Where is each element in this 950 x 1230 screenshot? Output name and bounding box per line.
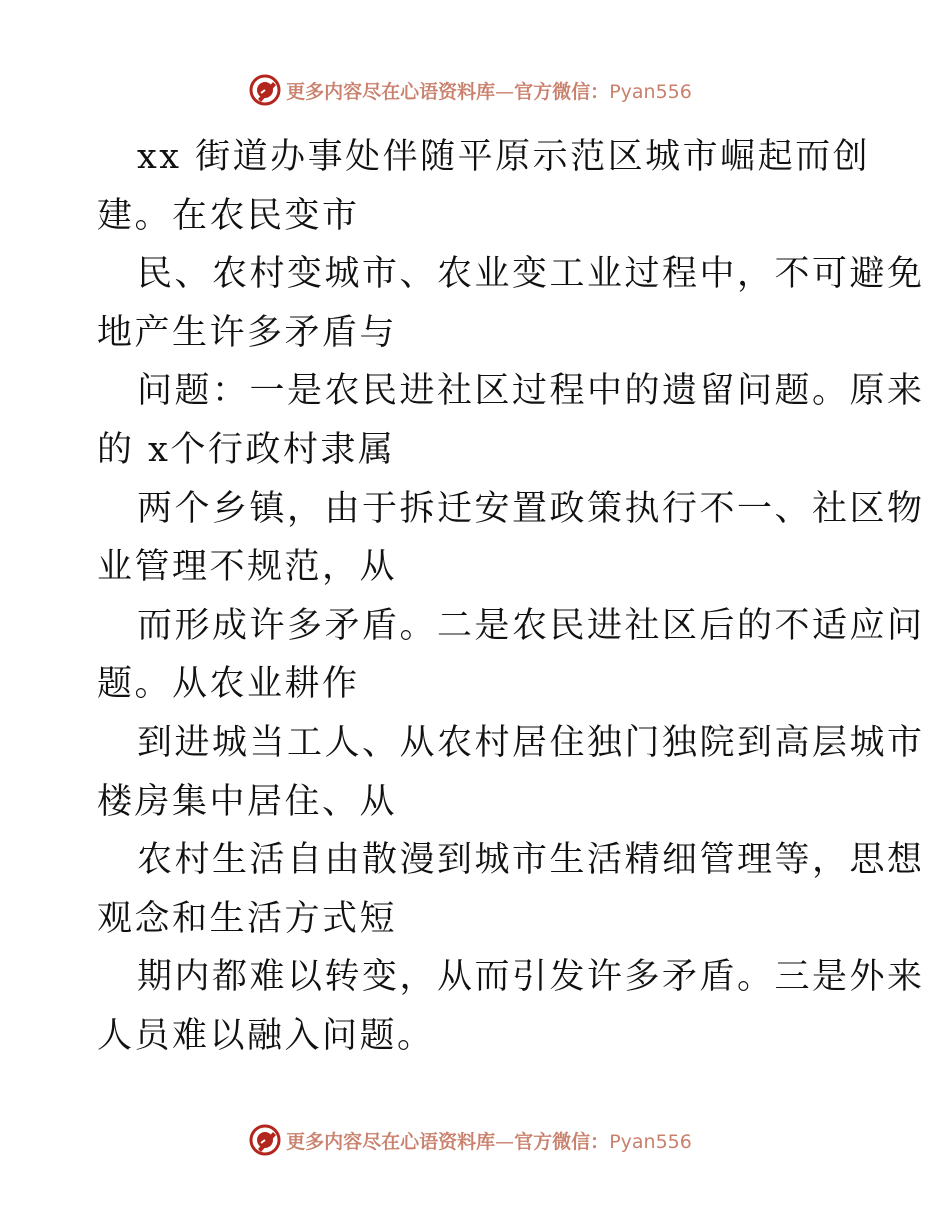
body-line: 人员难以融入问题。 bbox=[97, 1015, 435, 1056]
footer-banner-wechat-label: 官方微信： bbox=[514, 1130, 610, 1153]
body-line: 农村生活自由散漫到城市生活精细管理等，思想 bbox=[137, 840, 925, 881]
body-line: 的 x个行政村隶属 bbox=[97, 429, 396, 470]
body-line: 而形成许多矛盾。二是农民进社区后的不适应问 bbox=[137, 605, 925, 646]
body-line: 地产生许多矛盾与 bbox=[97, 312, 398, 353]
footer-banner-wechat-id: Pyan556 bbox=[609, 1130, 692, 1153]
header-banner-title: 更多内容尽在心语资料库 bbox=[286, 80, 496, 103]
footer-banner-text bbox=[286, 1127, 692, 1154]
header-banner-content bbox=[248, 73, 692, 107]
footer-banner bbox=[0, 1120, 950, 1160]
body-line: 到进城当工人、从农村居住独门独院到高层城市 bbox=[137, 722, 925, 763]
body-line: 问题：一是农民进社区过程中的遗留问题。原来 bbox=[137, 371, 925, 412]
body-line: 两个乡镇，由于拆迁安置政策执行不一、社区物 bbox=[137, 488, 925, 529]
body-line: 业管理不规范，从 bbox=[97, 547, 398, 588]
logo-icon bbox=[248, 1123, 282, 1157]
logo-icon bbox=[248, 73, 282, 107]
body-line: 民、农村变城市、农业变工业过程中，不可避免 bbox=[137, 254, 925, 295]
body-line: 建。在农民变市 bbox=[97, 195, 360, 236]
body-line: 楼房集中居住、从 bbox=[97, 781, 398, 822]
header-banner-dash: — bbox=[495, 80, 515, 103]
body-line: 题。从农业耕作 bbox=[97, 664, 360, 705]
document-body bbox=[97, 128, 925, 1066]
footer-banner-content bbox=[248, 1123, 692, 1157]
body-line: xx 街道办事处伴随平原示范区城市崛起而创 bbox=[137, 137, 871, 177]
header-banner bbox=[0, 70, 950, 110]
footer-banner-title: 更多内容尽在心语资料库 bbox=[286, 1130, 496, 1153]
header-banner-text bbox=[286, 77, 692, 104]
body-line: 期内都难以转变，从而引发许多矛盾。三是外来 bbox=[137, 957, 925, 998]
header-banner-wechat-id: Pyan556 bbox=[609, 80, 692, 103]
footer-banner-dash: — bbox=[495, 1130, 515, 1153]
body-line: 观念和生活方式短 bbox=[97, 898, 398, 939]
header-banner-wechat-label: 官方微信： bbox=[514, 80, 610, 103]
